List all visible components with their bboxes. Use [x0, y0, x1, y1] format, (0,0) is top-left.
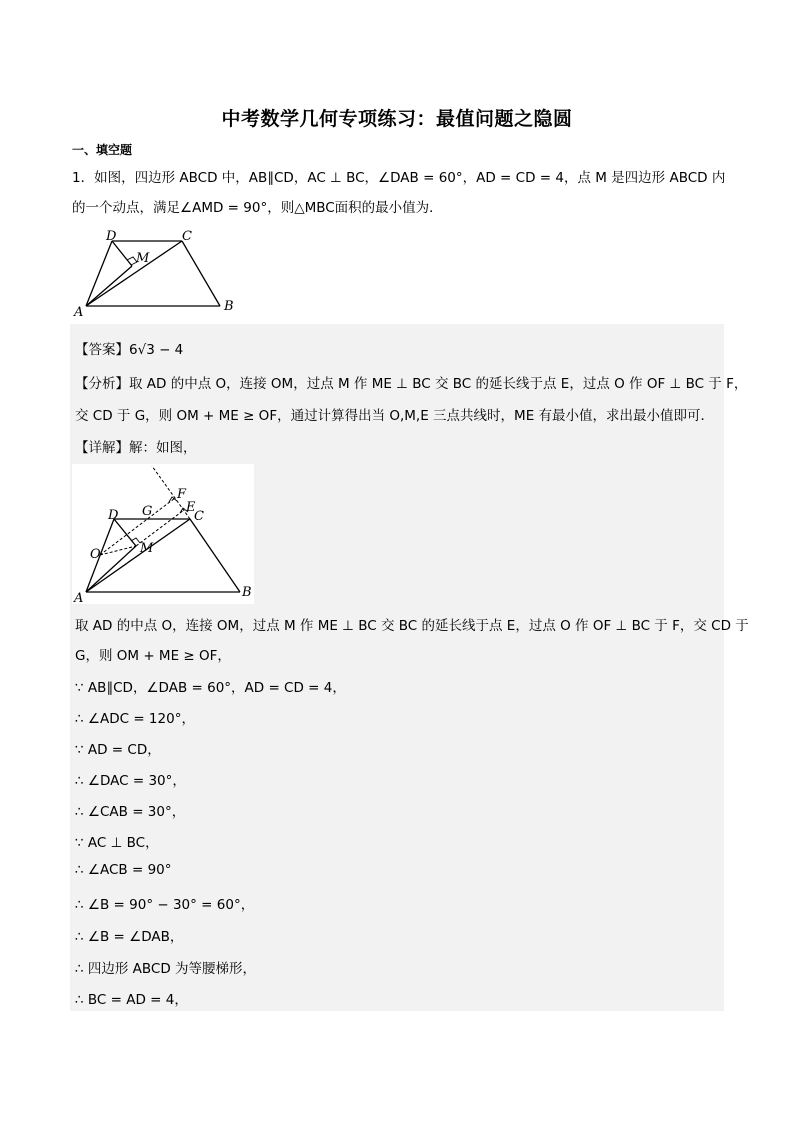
- section-heading: 一、填空题: [72, 143, 133, 157]
- solution-line-13: ∴ BC = AD = 4，: [75, 992, 188, 1008]
- solution-line-3: ∵ AB∥CD，∠DAB = 60°，AD = CD = 4，: [75, 680, 346, 696]
- solution-line-5: ∵ AD = CD，: [75, 742, 161, 758]
- solution-line-10: ∴ ∠B = 90° − 30° = 60°，: [75, 897, 255, 913]
- label2-O: O: [90, 547, 101, 562]
- figure-trapezoid: [72, 226, 252, 318]
- solution-line-7: ∴ ∠CAB = 30°，: [75, 804, 186, 820]
- label-B: B: [224, 299, 234, 314]
- analysis-line-1: 【分析】取 AD 的中点 O，连接 OM，过点 M 作 ME ⊥ BC 交 BC 的延长线于点 E，过点 O 作 OF ⊥ BC 于 F，: [75, 376, 748, 392]
- solution-line-4: ∴ ∠ADC = 120°，: [75, 711, 195, 727]
- label2-G: G: [142, 504, 153, 519]
- label-C: C: [182, 229, 192, 244]
- page-title: 中考数学几何专项练习：最值问题之隐圆: [221, 108, 573, 130]
- solution-line-9: ∴ ∠ACB = 90°: [75, 862, 172, 878]
- label2-C: C: [194, 509, 204, 524]
- question-line-1: 1．如图，四边形 ABCD 中，AB∥CD，AC ⊥ BC，∠DAB = 60°，AD = CD = 4，点 M 是四边形 ABCD 内: [72, 170, 726, 186]
- label2-D: D: [108, 508, 119, 523]
- label2-B: B: [242, 585, 252, 600]
- label-M: M: [136, 251, 150, 266]
- label2-A: A: [74, 591, 84, 604]
- label-A: A: [74, 305, 84, 318]
- detail-header: 【详解】解：如图，: [75, 440, 197, 456]
- solution-line-6: ∴ ∠DAC = 30°，: [75, 773, 186, 789]
- answer-line: 【答案】6√3 − 4: [75, 342, 184, 358]
- solution-line-12: ∴ 四边形 ABCD 为等腰梯形，: [75, 961, 257, 977]
- label-D: D: [106, 229, 117, 244]
- question-line-2: 的一个动点，满足∠AMD = 90°，则△MBC面积的最小值为．: [72, 200, 443, 216]
- solution-line-1: 取 AD 的中点 O，连接 OM，过点 M 作 ME ⊥ BC 交 BC 的延长线于点 E，过点 O 作 OF ⊥ BC 于 F，交 CD 于: [75, 618, 749, 634]
- label2-F: F: [177, 487, 187, 502]
- analysis-line-2: 交 CD 于 G，则 OM + ME ≥ OF，通过计算得出当 O,M,E 三点共线时，ME 有最小值，求出最小值即可．: [75, 408, 715, 424]
- label2-E: E: [186, 500, 196, 515]
- solution-line-2: G，则 OM + ME ≥ OF，: [75, 648, 231, 664]
- solution-line-11: ∴ ∠B = ∠DAB，: [75, 929, 184, 945]
- solution-line-8: ∵ AC ⊥ BC，: [75, 835, 159, 851]
- label2-M: M: [140, 541, 154, 556]
- figure-solution: [72, 464, 254, 604]
